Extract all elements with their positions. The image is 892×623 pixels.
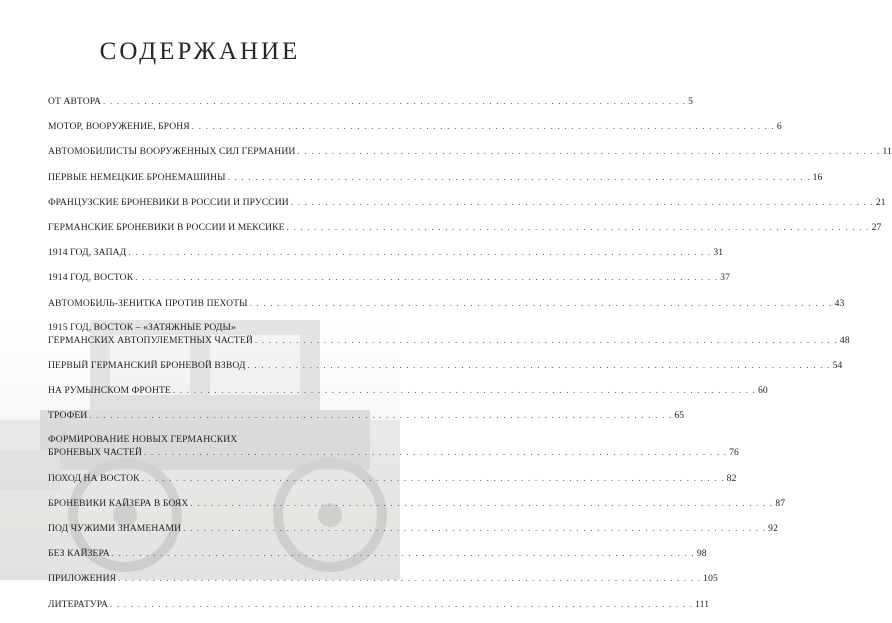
- entry-title-line1: ФОРМИРОВАНИЕ НОВЫХ ГЕРМАНСКИХ: [48, 434, 238, 446]
- toc-entry[interactable]: [48, 145, 892, 158]
- dot-leader: [190, 497, 773, 509]
- dot-leader: [192, 120, 775, 132]
- dot-leader: [250, 297, 833, 309]
- page-title: СОДЕРЖАНИЕ: [99, 38, 301, 65]
- entry-title: ФРАНЦУЗСКИЕ БРОНЕВИКИ В РОССИИ И ПРУССИИ: [48, 196, 289, 208]
- toc-entry[interactable]: [48, 321, 850, 347]
- page-number: 37: [720, 272, 731, 284]
- entry-title: АВТОМОБИЛИСТЫ ВООРУЖЕННЫХ СИЛ ГЕРМАНИИ: [48, 146, 296, 158]
- dot-leader: [228, 171, 811, 183]
- toc-entry[interactable]: [48, 271, 731, 284]
- entry-title: ЛИТЕРАТУРА: [48, 598, 109, 610]
- page-number: 5: [688, 96, 693, 107]
- toc-entry[interactable]: [48, 297, 845, 310]
- entry-title: ТРОФЕИ: [48, 410, 88, 422]
- dot-leader: [142, 472, 725, 484]
- page-number: 98: [696, 548, 707, 560]
- dot-leader: [112, 547, 695, 559]
- dot-leader: [135, 271, 718, 283]
- toc-entry[interactable]: [48, 120, 782, 133]
- page-number: 65: [674, 410, 685, 422]
- entry-title: ГЕРМАНСКИЕ БРОНЕВИКИ В РОССИИ И МЕКСИКЕ: [48, 221, 285, 233]
- toc-entry[interactable]: [48, 497, 786, 510]
- toc-entry[interactable]: [48, 246, 724, 259]
- page-number: 21: [875, 196, 886, 208]
- dot-leader: [144, 446, 727, 458]
- entry-title: НА РУМЫНСКОМ ФРОНТЕ: [48, 385, 171, 397]
- toc-entry[interactable]: [48, 547, 707, 560]
- entry-title: ПОХОД НА ВОСТОК: [48, 472, 140, 484]
- toc-entry[interactable]: [48, 409, 685, 422]
- toc-entry[interactable]: [48, 572, 718, 585]
- dot-leader: [173, 384, 756, 396]
- dot-leader: [118, 572, 701, 584]
- toc-entry[interactable]: [48, 95, 693, 108]
- toc-entry[interactable]: [48, 434, 739, 459]
- page-number: 82: [726, 472, 737, 484]
- entry-title: ПЕРВЫЕ НЕМЕЦКИЕ БРОНЕМАШИНЫ: [48, 171, 226, 183]
- entry-title: 1914 ГОД, ВОСТОК: [48, 272, 134, 284]
- toc-entry[interactable]: [48, 171, 823, 184]
- toc-entry[interactable]: [48, 196, 886, 209]
- page-number: 54: [832, 359, 843, 371]
- entry-title: БЕЗ КАЙЗЕРА: [48, 548, 110, 560]
- toc-entry[interactable]: [48, 359, 843, 372]
- toc-entry[interactable]: [48, 598, 710, 611]
- dot-leader: [291, 196, 874, 208]
- dot-leader: [183, 522, 766, 534]
- entry-title: ПЕРВЫЙ ГЕРМАНСКИЙ БРОНЕВОЙ ВЗВОД: [48, 359, 246, 371]
- toc-entry[interactable]: [48, 384, 768, 397]
- dot-leader: [255, 334, 838, 346]
- entry-title: АВТОМОБИЛЬ-ЗЕНИТКА ПРОТИВ ПЕХОТЫ: [48, 297, 248, 309]
- page-number: 105: [703, 573, 718, 585]
- page-number: 111: [695, 598, 710, 610]
- toc-entry[interactable]: [48, 221, 882, 234]
- page-number: 76: [729, 447, 739, 459]
- page-number: 60: [757, 385, 768, 397]
- page-number: 6: [776, 121, 782, 133]
- toc-entry[interactable]: [48, 472, 737, 485]
- toc-entry[interactable]: [48, 522, 778, 535]
- page-number: 48: [839, 334, 850, 346]
- dot-leader: [287, 221, 870, 233]
- entry-title: ПРИЛОЖЕНИЯ: [48, 573, 117, 585]
- page-number: 16: [812, 171, 823, 183]
- entry-title: 1914 ГОД, ЗАПАД: [48, 247, 127, 259]
- dot-leader: [248, 359, 831, 371]
- page-number: 27: [871, 221, 882, 233]
- page-number: 43: [834, 297, 845, 309]
- entry-title: МОТОР, ВООРУЖЕНИЕ, БРОНЯ: [48, 121, 190, 133]
- table-of-contents: [48, 95, 892, 623]
- entry-title-line1: 1915 ГОД, ВОСТОК – «ЗАТЯЖНЫЕ РОДЫ»: [48, 321, 236, 333]
- dot-leader: [103, 95, 686, 107]
- dot-leader: [89, 409, 672, 421]
- dot-leader: [297, 145, 880, 157]
- entry-title: ГЕРМАНСКИХ АВТОПУЛЕМЕТНЫХ ЧАСТЕЙ: [48, 334, 253, 346]
- page-number: 11: [882, 146, 892, 158]
- page-number: 31: [713, 247, 724, 259]
- entry-title: БРОНЕВЫХ ЧАСТЕЙ: [48, 447, 143, 459]
- dot-leader: [128, 246, 711, 258]
- entry-title: ОТ АВТОРА: [48, 96, 101, 107]
- dot-leader: [110, 598, 693, 610]
- page-number: 87: [775, 497, 786, 509]
- entry-title: БРОНЕВИКИ КАЙЗЕРА В БОЯХ: [48, 497, 189, 509]
- page-number: 92: [768, 523, 778, 534]
- entry-title: ПОД ЧУЖИМИ ЗНАМЕНАМИ: [48, 523, 182, 534]
